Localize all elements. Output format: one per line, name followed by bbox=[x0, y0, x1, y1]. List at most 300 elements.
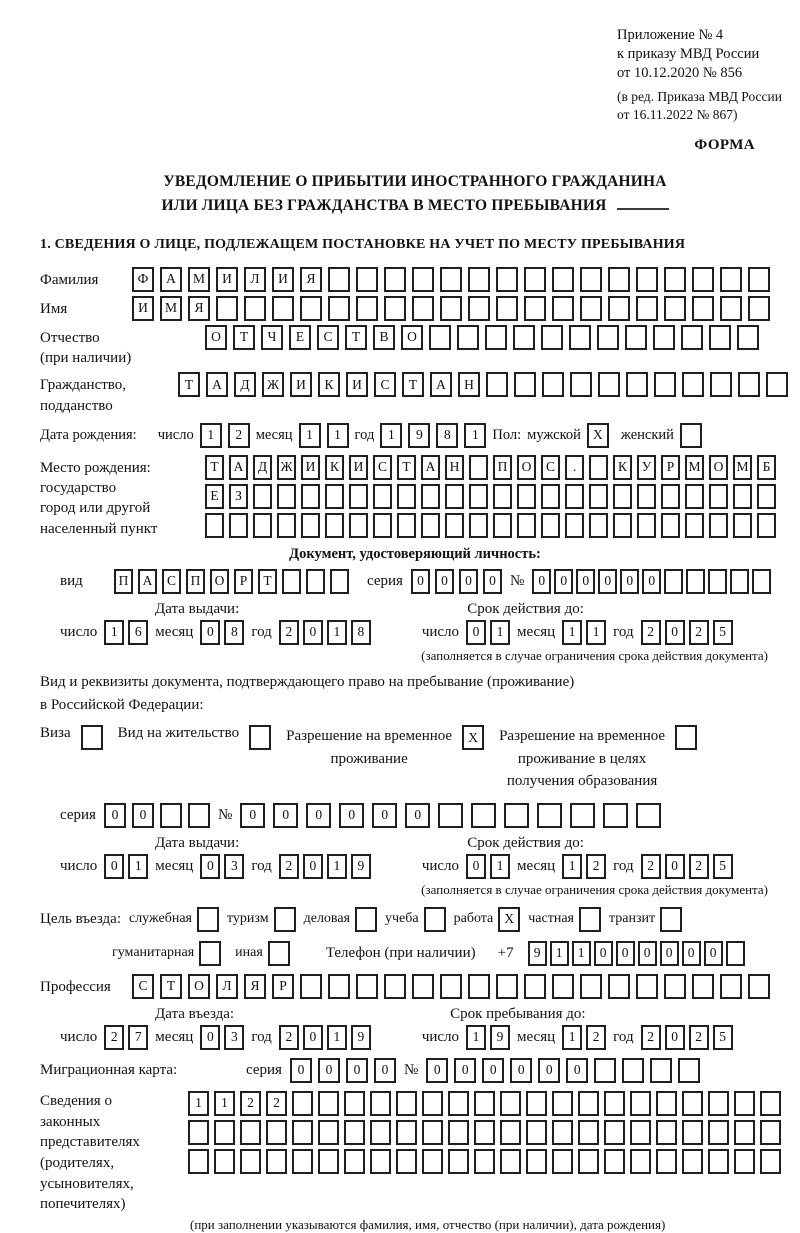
cell[interactable] bbox=[517, 484, 536, 509]
cell[interactable] bbox=[570, 803, 595, 828]
cell[interactable]: 0 bbox=[200, 620, 220, 645]
cell[interactable] bbox=[608, 296, 630, 321]
cell[interactable]: 0 bbox=[682, 941, 701, 966]
cell[interactable] bbox=[318, 1120, 339, 1145]
cell[interactable] bbox=[253, 513, 272, 538]
cell[interactable] bbox=[526, 1120, 547, 1145]
cell[interactable] bbox=[229, 513, 248, 538]
cell[interactable] bbox=[344, 1149, 365, 1174]
cell[interactable]: 2 bbox=[228, 423, 250, 448]
cell[interactable] bbox=[474, 1149, 495, 1174]
cell[interactable]: 9 bbox=[351, 1025, 371, 1050]
cell[interactable] bbox=[613, 484, 632, 509]
cell[interactable] bbox=[630, 1120, 651, 1145]
cell[interactable] bbox=[664, 267, 686, 292]
residence-number-cells[interactable] bbox=[240, 803, 661, 828]
cell[interactable] bbox=[474, 1091, 495, 1116]
cell[interactable] bbox=[682, 1149, 703, 1174]
cell[interactable] bbox=[282, 569, 301, 594]
cell[interactable]: 0 bbox=[598, 569, 617, 594]
cell[interactable] bbox=[496, 296, 518, 321]
cell[interactable] bbox=[766, 372, 788, 397]
cell[interactable]: 0 bbox=[483, 569, 502, 594]
purpose-official-checkbox[interactable] bbox=[197, 907, 219, 932]
cell[interactable] bbox=[328, 974, 350, 999]
cell[interactable]: 0 bbox=[435, 569, 454, 594]
cell[interactable] bbox=[440, 296, 462, 321]
cell[interactable] bbox=[656, 1091, 677, 1116]
stay-year-cells[interactable] bbox=[641, 1025, 733, 1050]
cell[interactable]: Т bbox=[233, 325, 255, 350]
cell[interactable] bbox=[266, 1149, 287, 1174]
cell[interactable] bbox=[661, 484, 680, 509]
cell[interactable] bbox=[661, 513, 680, 538]
cell[interactable]: 0 bbox=[616, 941, 635, 966]
cell[interactable]: О bbox=[210, 569, 229, 594]
cell[interactable] bbox=[268, 941, 290, 966]
cell[interactable] bbox=[513, 325, 535, 350]
birth-month-cells[interactable] bbox=[299, 423, 349, 448]
cell[interactable] bbox=[474, 1120, 495, 1145]
cell[interactable]: К bbox=[325, 455, 344, 480]
cell[interactable]: 1 bbox=[327, 854, 347, 879]
cell[interactable] bbox=[733, 484, 752, 509]
identity-issue-year-cells[interactable] bbox=[279, 620, 371, 645]
cell[interactable]: 0 bbox=[538, 1058, 560, 1083]
cell[interactable]: Ч bbox=[261, 325, 283, 350]
residence-issue-day-cells[interactable] bbox=[104, 854, 148, 879]
cell[interactable] bbox=[598, 372, 620, 397]
cell[interactable] bbox=[524, 296, 546, 321]
migration-number-cells[interactable] bbox=[426, 1058, 700, 1083]
residence-issue-month-cells[interactable] bbox=[200, 854, 244, 879]
cell[interactable] bbox=[526, 1091, 547, 1116]
cell[interactable] bbox=[636, 974, 658, 999]
cell[interactable]: В bbox=[373, 325, 395, 350]
purpose-transit-checkbox[interactable] bbox=[660, 907, 682, 932]
cell[interactable] bbox=[160, 803, 182, 828]
cell[interactable]: 2 bbox=[586, 854, 606, 879]
temp-permit-checkbox[interactable] bbox=[462, 725, 484, 750]
cell[interactable]: 0 bbox=[704, 941, 723, 966]
cell[interactable]: 0 bbox=[104, 803, 126, 828]
cell[interactable]: И bbox=[290, 372, 312, 397]
cell[interactable] bbox=[370, 1091, 391, 1116]
cell[interactable] bbox=[349, 513, 368, 538]
cell[interactable] bbox=[318, 1149, 339, 1174]
cell[interactable] bbox=[373, 513, 392, 538]
cell[interactable] bbox=[188, 1149, 209, 1174]
cell[interactable]: 1 bbox=[327, 1025, 347, 1050]
cell[interactable] bbox=[445, 513, 464, 538]
cell[interactable] bbox=[274, 907, 296, 932]
purpose-other-checkbox[interactable] bbox=[268, 941, 290, 966]
cell[interactable] bbox=[552, 1149, 573, 1174]
cell[interactable] bbox=[552, 1120, 573, 1145]
cell[interactable] bbox=[636, 803, 661, 828]
cell[interactable]: П bbox=[114, 569, 133, 594]
residence-expiry-month-cells[interactable] bbox=[562, 854, 606, 879]
cell[interactable] bbox=[708, 569, 727, 594]
cell[interactable]: 2 bbox=[279, 1025, 299, 1050]
identity-issue-day-cells[interactable] bbox=[104, 620, 148, 645]
cell[interactable] bbox=[603, 803, 628, 828]
cell[interactable]: 0 bbox=[240, 803, 265, 828]
cell[interactable]: Я bbox=[244, 974, 266, 999]
cell[interactable]: М bbox=[188, 267, 210, 292]
cell[interactable] bbox=[500, 1149, 521, 1174]
cell[interactable] bbox=[552, 974, 574, 999]
cell[interactable]: 0 bbox=[411, 569, 430, 594]
cell[interactable] bbox=[678, 1058, 700, 1083]
cell[interactable]: 0 bbox=[660, 941, 679, 966]
cell[interactable]: 0 bbox=[466, 854, 486, 879]
cell[interactable] bbox=[578, 1120, 599, 1145]
cell[interactable]: 9 bbox=[408, 423, 430, 448]
cell[interactable] bbox=[216, 296, 238, 321]
cell[interactable] bbox=[570, 372, 592, 397]
cell[interactable]: Р bbox=[272, 974, 294, 999]
cell[interactable] bbox=[682, 1120, 703, 1145]
cell[interactable]: 1 bbox=[299, 423, 321, 448]
cell[interactable]: 1 bbox=[327, 620, 347, 645]
cell[interactable]: 1 bbox=[188, 1091, 209, 1116]
cell[interactable]: 2 bbox=[689, 620, 709, 645]
guardians-cells-row3[interactable] bbox=[188, 1149, 781, 1174]
cell[interactable] bbox=[637, 484, 656, 509]
birthplace-cells-row2[interactable] bbox=[205, 484, 776, 509]
cell[interactable] bbox=[500, 1120, 521, 1145]
cell[interactable]: Я bbox=[300, 267, 322, 292]
cell[interactable]: С bbox=[374, 372, 396, 397]
cell[interactable]: 1 bbox=[562, 620, 582, 645]
cell[interactable] bbox=[188, 1120, 209, 1145]
cell[interactable] bbox=[685, 513, 704, 538]
cell[interactable] bbox=[292, 1091, 313, 1116]
cell[interactable]: Т bbox=[178, 372, 200, 397]
cell[interactable]: М bbox=[685, 455, 704, 480]
cell[interactable]: С bbox=[317, 325, 339, 350]
cell[interactable] bbox=[485, 325, 507, 350]
cell[interactable] bbox=[625, 325, 647, 350]
cell[interactable] bbox=[675, 725, 697, 750]
cell[interactable]: X bbox=[587, 423, 609, 448]
cell[interactable]: А bbox=[421, 455, 440, 480]
cell[interactable]: Т bbox=[402, 372, 424, 397]
cell[interactable] bbox=[734, 1120, 755, 1145]
cell[interactable]: 0 bbox=[454, 1058, 476, 1083]
firstname-cells[interactable] bbox=[132, 296, 770, 321]
cell[interactable] bbox=[748, 974, 770, 999]
cell[interactable] bbox=[636, 267, 658, 292]
cell[interactable] bbox=[486, 372, 508, 397]
profession-cells[interactable] bbox=[132, 974, 770, 999]
cell[interactable]: 0 bbox=[665, 620, 685, 645]
cell[interactable]: 5 bbox=[713, 1025, 733, 1050]
cell[interactable] bbox=[396, 1091, 417, 1116]
cell[interactable] bbox=[300, 974, 322, 999]
cell[interactable]: 7 bbox=[128, 1025, 148, 1050]
cell[interactable]: П bbox=[493, 455, 512, 480]
cell[interactable]: 0 bbox=[482, 1058, 504, 1083]
cell[interactable] bbox=[328, 296, 350, 321]
cell[interactable]: Н bbox=[445, 455, 464, 480]
cell[interactable] bbox=[604, 1091, 625, 1116]
cell[interactable] bbox=[272, 296, 294, 321]
cell[interactable] bbox=[608, 267, 630, 292]
cell[interactable] bbox=[626, 372, 648, 397]
cell[interactable] bbox=[580, 267, 602, 292]
purpose-study-checkbox[interactable] bbox=[424, 907, 446, 932]
purpose-business-checkbox[interactable] bbox=[355, 907, 377, 932]
cell[interactable]: 0 bbox=[372, 803, 397, 828]
cell[interactable] bbox=[737, 325, 759, 350]
cell[interactable] bbox=[594, 1058, 616, 1083]
stay-month-cells[interactable] bbox=[562, 1025, 606, 1050]
cell[interactable]: 2 bbox=[104, 1025, 124, 1050]
cell[interactable]: Т bbox=[258, 569, 277, 594]
cell[interactable] bbox=[578, 1149, 599, 1174]
cell[interactable] bbox=[448, 1091, 469, 1116]
cell[interactable]: 2 bbox=[240, 1091, 261, 1116]
cell[interactable]: 0 bbox=[665, 1025, 685, 1050]
cell[interactable]: И bbox=[272, 267, 294, 292]
cell[interactable]: 9 bbox=[528, 941, 547, 966]
stay-day-cells[interactable] bbox=[466, 1025, 510, 1050]
cell[interactable]: 1 bbox=[466, 1025, 486, 1050]
cell[interactable]: 0 bbox=[318, 1058, 340, 1083]
cell[interactable] bbox=[734, 1149, 755, 1174]
cell[interactable] bbox=[565, 513, 584, 538]
cell[interactable] bbox=[468, 267, 490, 292]
entry-month-cells[interactable] bbox=[200, 1025, 244, 1050]
cell[interactable] bbox=[752, 569, 771, 594]
cell[interactable]: 0 bbox=[638, 941, 657, 966]
cell[interactable]: И bbox=[346, 372, 368, 397]
cell[interactable]: 0 bbox=[510, 1058, 532, 1083]
guardians-cells-row2[interactable] bbox=[188, 1120, 781, 1145]
cell[interactable] bbox=[300, 296, 322, 321]
cell[interactable] bbox=[266, 1120, 287, 1145]
cell[interactable]: К bbox=[318, 372, 340, 397]
cell[interactable] bbox=[422, 1091, 443, 1116]
cell[interactable]: 1 bbox=[214, 1091, 235, 1116]
cell[interactable] bbox=[496, 267, 518, 292]
edu-permit-checkbox[interactable] bbox=[675, 725, 697, 750]
cell[interactable] bbox=[681, 325, 703, 350]
cell[interactable] bbox=[708, 1120, 729, 1145]
entry-day-cells[interactable] bbox=[104, 1025, 148, 1050]
cell[interactable] bbox=[708, 1091, 729, 1116]
cell[interactable] bbox=[469, 484, 488, 509]
cell[interactable]: 1 bbox=[572, 941, 591, 966]
citizenship-cells[interactable] bbox=[178, 372, 788, 397]
cell[interactable] bbox=[733, 513, 752, 538]
identity-expiry-day-cells[interactable] bbox=[466, 620, 510, 645]
cell[interactable]: Д bbox=[234, 372, 256, 397]
cell[interactable] bbox=[622, 1058, 644, 1083]
cell[interactable]: П bbox=[186, 569, 205, 594]
cell[interactable]: 0 bbox=[554, 569, 573, 594]
cell[interactable]: Т bbox=[160, 974, 182, 999]
cell[interactable]: С bbox=[373, 455, 392, 480]
cell[interactable]: Л bbox=[216, 974, 238, 999]
cell[interactable]: 2 bbox=[279, 620, 299, 645]
cell[interactable]: О bbox=[401, 325, 423, 350]
cell[interactable] bbox=[240, 1120, 261, 1145]
cell[interactable] bbox=[214, 1120, 235, 1145]
cell[interactable]: 0 bbox=[405, 803, 430, 828]
cell[interactable] bbox=[214, 1149, 235, 1174]
cell[interactable] bbox=[604, 1149, 625, 1174]
cell[interactable] bbox=[205, 513, 224, 538]
guardians-cells-row1[interactable] bbox=[188, 1091, 781, 1116]
cell[interactable]: 2 bbox=[641, 620, 661, 645]
cell[interactable]: 0 bbox=[459, 569, 478, 594]
cell[interactable] bbox=[412, 267, 434, 292]
cell[interactable]: 0 bbox=[290, 1058, 312, 1083]
cell[interactable] bbox=[580, 296, 602, 321]
cell[interactable] bbox=[349, 484, 368, 509]
cell[interactable]: У bbox=[637, 455, 656, 480]
cell[interactable]: 0 bbox=[665, 854, 685, 879]
cell[interactable] bbox=[396, 1149, 417, 1174]
cell[interactable]: Н bbox=[458, 372, 480, 397]
cell[interactable]: X bbox=[462, 725, 484, 750]
cell[interactable]: 0 bbox=[303, 1025, 323, 1050]
purpose-work-checkbox[interactable] bbox=[498, 907, 520, 932]
purpose-private-checkbox[interactable] bbox=[579, 907, 601, 932]
cell[interactable]: 0 bbox=[426, 1058, 448, 1083]
purpose-tourism-checkbox[interactable] bbox=[274, 907, 296, 932]
cell[interactable]: 3 bbox=[224, 1025, 244, 1050]
cell[interactable] bbox=[569, 325, 591, 350]
residence-permit-checkbox[interactable] bbox=[249, 725, 271, 750]
cell[interactable]: А bbox=[430, 372, 452, 397]
cell[interactable]: 2 bbox=[689, 1025, 709, 1050]
cell[interactable] bbox=[448, 1120, 469, 1145]
cell[interactable] bbox=[637, 513, 656, 538]
cell[interactable]: 0 bbox=[566, 1058, 588, 1083]
cell[interactable] bbox=[757, 484, 776, 509]
cell[interactable]: И bbox=[349, 455, 368, 480]
cell[interactable]: 9 bbox=[351, 854, 371, 879]
migration-series-cells[interactable] bbox=[290, 1058, 396, 1083]
residence-series-cells[interactable] bbox=[104, 803, 210, 828]
cell[interactable] bbox=[396, 1120, 417, 1145]
cell[interactable] bbox=[514, 372, 536, 397]
cell[interactable]: Р bbox=[234, 569, 253, 594]
patronymic-cells[interactable] bbox=[205, 325, 759, 350]
cell[interactable]: 2 bbox=[641, 1025, 661, 1050]
cell[interactable]: 1 bbox=[550, 941, 569, 966]
cell[interactable] bbox=[249, 725, 271, 750]
cell[interactable] bbox=[422, 1120, 443, 1145]
cell[interactable]: Л bbox=[244, 267, 266, 292]
cell[interactable] bbox=[412, 296, 434, 321]
cell[interactable] bbox=[656, 1149, 677, 1174]
cell[interactable] bbox=[686, 569, 705, 594]
cell[interactable]: 0 bbox=[200, 854, 220, 879]
cell[interactable]: Р bbox=[661, 455, 680, 480]
cell[interactable]: 8 bbox=[351, 620, 371, 645]
cell[interactable]: 0 bbox=[594, 941, 613, 966]
cell[interactable] bbox=[524, 974, 546, 999]
cell[interactable]: О bbox=[205, 325, 227, 350]
cell[interactable] bbox=[630, 1149, 651, 1174]
cell[interactable] bbox=[720, 296, 742, 321]
cell[interactable]: И bbox=[301, 455, 320, 480]
cell[interactable] bbox=[654, 372, 676, 397]
cell[interactable]: 1 bbox=[562, 1025, 582, 1050]
cell[interactable]: 2 bbox=[689, 854, 709, 879]
cell[interactable] bbox=[541, 484, 560, 509]
cell[interactable] bbox=[579, 907, 601, 932]
cell[interactable]: И bbox=[216, 267, 238, 292]
gender-female-checkbox[interactable] bbox=[680, 423, 702, 448]
cell[interactable]: 8 bbox=[436, 423, 458, 448]
cell[interactable]: 5 bbox=[713, 620, 733, 645]
cell[interactable]: 0 bbox=[132, 803, 154, 828]
cell[interactable]: 0 bbox=[620, 569, 639, 594]
cell[interactable]: З bbox=[229, 484, 248, 509]
visa-checkbox[interactable] bbox=[81, 725, 103, 750]
cell[interactable]: 0 bbox=[374, 1058, 396, 1083]
cell[interactable] bbox=[720, 267, 742, 292]
purpose-humanitarian-checkbox[interactable] bbox=[199, 941, 221, 966]
cell[interactable]: 0 bbox=[303, 854, 323, 879]
cell[interactable] bbox=[355, 907, 377, 932]
cell[interactable] bbox=[500, 1091, 521, 1116]
cell[interactable]: 1 bbox=[490, 854, 510, 879]
cell[interactable] bbox=[734, 1091, 755, 1116]
cell[interactable]: 2 bbox=[279, 854, 299, 879]
cell[interactable] bbox=[384, 296, 406, 321]
cell[interactable] bbox=[356, 296, 378, 321]
phone-cells[interactable] bbox=[528, 941, 745, 966]
cell[interactable] bbox=[448, 1149, 469, 1174]
cell[interactable] bbox=[748, 296, 770, 321]
cell[interactable]: М bbox=[733, 455, 752, 480]
cell[interactable]: 1 bbox=[490, 620, 510, 645]
cell[interactable] bbox=[306, 569, 325, 594]
cell[interactable]: К bbox=[613, 455, 632, 480]
cell[interactable] bbox=[680, 423, 702, 448]
cell[interactable]: 6 bbox=[128, 620, 148, 645]
cell[interactable] bbox=[356, 974, 378, 999]
cell[interactable] bbox=[188, 803, 210, 828]
cell[interactable] bbox=[384, 974, 406, 999]
cell[interactable] bbox=[344, 1120, 365, 1145]
cell[interactable] bbox=[197, 907, 219, 932]
residence-expiry-day-cells[interactable] bbox=[466, 854, 510, 879]
cell[interactable]: 8 bbox=[224, 620, 244, 645]
cell[interactable] bbox=[397, 513, 416, 538]
identity-expiry-year-cells[interactable] bbox=[641, 620, 733, 645]
cell[interactable] bbox=[726, 941, 745, 966]
cell[interactable]: 5 bbox=[713, 854, 733, 879]
cell[interactable] bbox=[552, 296, 574, 321]
cell[interactable] bbox=[589, 455, 608, 480]
cell[interactable] bbox=[292, 1149, 313, 1174]
cell[interactable]: 1 bbox=[380, 423, 402, 448]
cell[interactable]: 1 bbox=[464, 423, 486, 448]
cell[interactable] bbox=[664, 296, 686, 321]
cell[interactable] bbox=[81, 725, 103, 750]
cell[interactable] bbox=[421, 513, 440, 538]
cell[interactable] bbox=[504, 803, 529, 828]
cell[interactable] bbox=[356, 267, 378, 292]
